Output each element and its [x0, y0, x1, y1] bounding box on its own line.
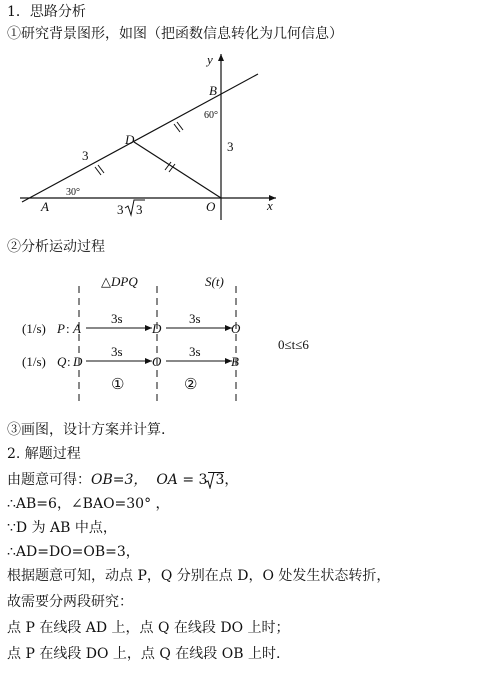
length-AO	[117, 200, 145, 217]
phase1-label: ①	[111, 377, 125, 393]
angle-A-label: 30°	[66, 187, 80, 198]
label-O: O	[206, 199, 216, 214]
row2-point: Q	[57, 354, 67, 369]
segment-DO	[134, 142, 221, 198]
solution-line-5: 根据题意可知，动点 P，Q 分别在点 D，O 处发生状态转折，	[7, 568, 391, 584]
step1-text: ①研究背景图形，如图（把函数信息转化为几何信息）	[7, 26, 343, 42]
row2-mid: O	[152, 354, 162, 369]
row1-time-2: 3s	[189, 311, 201, 326]
label-D: D	[125, 132, 135, 147]
row2-speed: (1/s)	[22, 354, 46, 369]
line-AB	[22, 74, 258, 202]
angle-B-label: 60°	[204, 110, 218, 121]
solution-line-8: 点 P 在线段 DO 上，点 Q 在线段 OB 上时.	[7, 646, 281, 662]
coordinate-figure	[0, 48, 300, 220]
solution-line-1: 由题意可得：OB=3， OA = 3 3，	[7, 472, 239, 488]
step3-text: ③画图，设计方案并计算.	[7, 422, 166, 438]
row1-end: O	[231, 321, 241, 336]
row2-start: D	[73, 354, 83, 369]
label-y: y	[207, 52, 213, 67]
label-B: B	[209, 83, 217, 98]
length-AD: 3	[82, 148, 89, 163]
step2-text: ②分析运动过程	[7, 239, 105, 255]
solution-line-2: ∴AB=6，∠BAO=30° ，	[7, 496, 170, 512]
row2-end: B	[231, 354, 239, 369]
row1-time-1: 3s	[111, 311, 123, 326]
solution-line-3: ∵D 为 AB 中点，	[7, 520, 117, 536]
length-OB: 3	[227, 139, 234, 154]
row1-start: A	[73, 321, 81, 336]
row2-colon: :	[67, 354, 71, 369]
section1-heading: 1．思路分析	[7, 4, 86, 20]
row2-time-2: 3s	[189, 344, 201, 359]
solution-line-7: 点 P 在线段 AD 上，点 Q 在线段 DO 上时；	[7, 620, 290, 636]
label-A: A	[41, 199, 49, 214]
header-area: S(t)	[205, 274, 224, 289]
row1-mid: D	[152, 321, 162, 336]
row1-point: P	[57, 321, 65, 336]
time-range: 0≤t≤6	[278, 337, 309, 352]
equal-tick-marks	[95, 122, 183, 175]
header-triangle: △DPQ	[101, 274, 138, 289]
motion-diagram	[0, 266, 340, 408]
svg-text:3: 3	[117, 202, 124, 217]
solution-line-4: ∴AD=DO=OB=3，	[7, 544, 140, 560]
row1-colon: :	[66, 321, 70, 336]
row2-time-1: 3s	[111, 344, 123, 359]
solution-line-6: 故需要分两段研究：	[7, 594, 133, 610]
phase2-label: ②	[184, 377, 198, 393]
time-dividers	[79, 286, 236, 404]
row1-speed: (1/s)	[22, 321, 46, 336]
section2-heading: 2. 解题过程	[7, 446, 81, 462]
label-x: x	[267, 198, 273, 213]
svg-text:3: 3	[136, 202, 143, 217]
